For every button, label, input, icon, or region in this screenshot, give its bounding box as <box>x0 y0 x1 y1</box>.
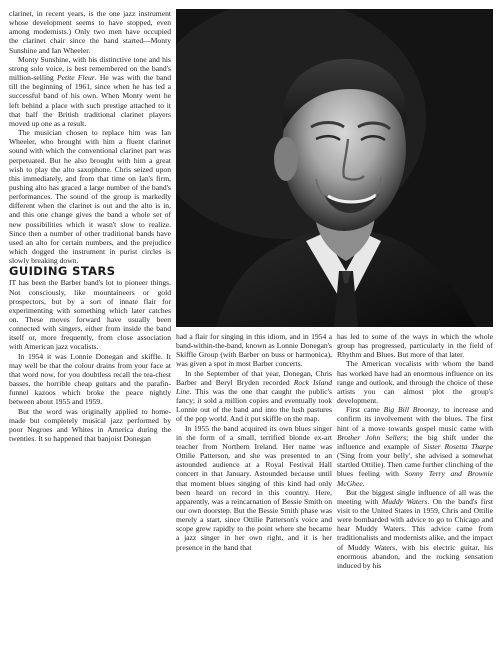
paragraph: First came Big Bill Broonzy, to increase and confirm its involvement with the blues. The first hint of a move towards gospel music came with Brother John Sellers; the big shift under the influence and example of Sister Rosetta Tharpe ('Sing from your belly', she advised a somewhat startled Ottilie). Then came further clinching of the blues feeling with Sonny Terry and Brownie McGhee. <box>337 405 494 488</box>
middle-text-column <box>176 332 332 552</box>
paragraph: The American vocalists with whom the band has worked have had an enormous influence on its range and outlook, and through the choice of these artists you can almost plot the group's development. <box>337 359 493 406</box>
portrait-photo <box>176 9 493 327</box>
paragraph: In 1954 it was Lonnie Donegan and skiffle. It may well be that the colour drains from your face at that word now, for you doubtless recall the tea-chest basses, the horrible cheap guitars and the parafin-funnel kazoos which broke the peace nightly between about 1955 and 1959. <box>9 351 171 407</box>
paragraph: has led to some of the ways in which the whole group has progressed, particularly in the field of Rhythm and Blues. But more of that later. <box>337 332 493 360</box>
paragraph: The musician chosen to replace him was Ian Wheeler, who brought with him a fluent clarinet sound with which the conventional clarinet part was perpetuated. But he also brought with him a great wish to play the alto saxophone. Chris seized upon this immediately, and from that time on Ian's firm, pushing alto has graced a large number of the band's performances. The sound of the group is markedly different when the clarinet is out and the alto is in, and this one change gives the band a whole set of new possibilities which it wasn't slow to realize. Since then a number of other traditional bands have used an alto for certain numbers, and the prejudice which dogged the instrument in purist circles is slowly breaking down. <box>9 128 171 266</box>
portrait-photo-icon <box>176 9 493 327</box>
paragraph: clarinet, in recent years, is the one jazz instrument whose development seems to have stopped, even among modernists.) Only two men have occupied the clarinet chair since the band started—Monty Sunshine and Ian Wheeler. <box>9 9 171 55</box>
left-text-column <box>9 9 171 443</box>
paragraph: IT has been the Barber band's lot to pioneer things. Not consciously, like mountaineers or gold prospectors, but by a sort of innate flair for experimenting with something which later catches on. These moves forward have usually been connected with singers, either from inside the band itself or, more frequently, from close association with American jazz vocalists. <box>9 278 171 352</box>
right-text-column <box>337 332 493 570</box>
paragraph: had a flair for singing in this idiom, and in 1954 a band-within-the-band, known as Lonnie Donegan's Skiffle Group (with Barber on buss or harmonica), was given a spot in most Barber concerts. <box>176 332 332 369</box>
paragraph: In the September of that year, Donegan, Chris Barber and Beryl Bryden recorded Rock Island Line. This was the one that caught the public's fancy; it sold a million copies and eventually took Lonnie out of the band and into the lush pastures of the pop world. And it put skiffle on the map. <box>176 368 332 424</box>
paragraph: Monty Sunshine, with his distinctive tone and his strong solo voice, is best remembered on the band's million-selling Petite Fleur. He was with the band till the beginning of 1961, since when he has led a successful band of his own. When Monty went he left behind a place with such prestige attached to it that half the British traditional clarinet players moved up one as a result. <box>9 54 171 128</box>
paragraph: But the biggest single influence of all was the meeting with Muddy Waters. On the band's first visit to the United States in 1959, Chris and Ottilie were bombarded with advice to go to Chicago and hear Muddy Waters. This advice came from traditionalists and modernists alike, and the impact of Muddy Waters, with his electric guitar, his enormous abandon, and the rocking sensation induced by his <box>337 487 493 570</box>
paragraph: In 1955 the band acquired its own blues singer in the form of a small, terrified blonde ex-art teacher from Northern Ireland. Her name was Ottilie Patterson, and she was presented to an astounded audience at a Royal Festival Hall concert in that January. Astounded because until that moment blues singing of this kind had only been heard on record in this country. Here, apparently, was a reincarnation of Bessie Smith on our own doorstep. But the Bessie Smith phase was merely a start, since Ottilie Patterson's voice and scope grew rapidly to the point where she became a jazz singer in her own right, and it is her presence in the band that <box>176 423 332 552</box>
section-heading: GUIDING STARS <box>9 264 116 279</box>
paragraph: But the word was originally applied to home-made but completely musical jazz performed by poor Negroes and Whites in America during the twenties. It so happened that banjoist Donegan <box>9 406 171 444</box>
